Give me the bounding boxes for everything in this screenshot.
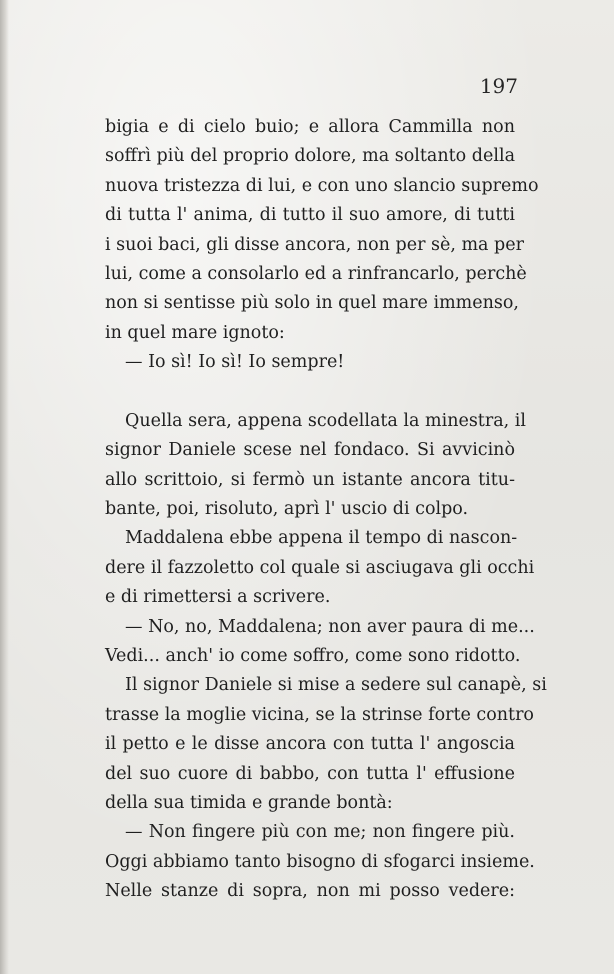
text-line: Quella sera, appena scodellata la minestra, il [125, 410, 526, 431]
text-line: allo scrittoio, si fermò un istante ancora titu- [105, 469, 515, 490]
paragraph [105, 407, 526, 525]
section-break [105, 378, 515, 407]
text-line: Maddalena ebbe appena il tempo di nascon- [125, 528, 518, 549]
text-line: della sua timida e grande bontà: [105, 792, 393, 813]
text-line: signor Daniele scese nel fondaco. Si avvicinò [105, 440, 515, 461]
page-number: 197 [479, 74, 518, 98]
text-line: Nelle stanze di sopra, non mi posso vedere: [105, 881, 515, 902]
text-line: di tutta l' anima, di tutto il suo amore, di tutti [105, 205, 515, 226]
text-line: non si sentisse più solo in quel mare immenso, [105, 293, 519, 314]
text-line: dere il fazzoletto col quale si asciugava gli occhi [105, 557, 535, 578]
text-line: i suoi baci, gli disse ancora, non per sè, ma per [105, 234, 524, 255]
text-line: Il signor Daniele si mise a sedere sul canapè, si [125, 675, 547, 696]
page-edge-shadow [0, 0, 9, 974]
text-line: bigia e di cielo buio; e allora Cammilla non [105, 117, 515, 137]
paragraph [105, 348, 515, 377]
paragraph [105, 671, 547, 818]
text-line: Oggi abbiamo tanto bisogno di sfogarci insieme. [105, 851, 535, 872]
text-line: in quel mare ignoto: [105, 322, 285, 343]
text-line: il petto e le disse ancora con tutta l' angoscia [105, 734, 515, 755]
text-line: nuova tristezza di lui, e con uno slancio supremo [105, 175, 539, 196]
text-line: Vedi... anch' io come soffro, come sono ridotto. [105, 646, 521, 667]
paragraph [105, 613, 535, 672]
text-line: lui, come a consolarlo ed a rinfrancarlo, perchè [105, 263, 527, 284]
text-line: trasse la moglie vicina, se la strinse forte contro [105, 704, 534, 725]
text-line: e di rimettersi a scrivere. [105, 587, 331, 608]
dialogue-line: — Io sì! Io sì! Io sempre! [125, 352, 345, 373]
text-line: soffrì più del proprio dolore, ma soltanto della [105, 146, 515, 167]
dialogue-line: — Non fingere più con me; non fingere più. [125, 822, 515, 843]
paragraph [105, 524, 535, 612]
paragraph [105, 818, 535, 906]
paragraph [105, 113, 539, 348]
text-line: bante, poi, risoluto, aprì l' uscio di colpo. [105, 499, 469, 520]
body-text [105, 113, 547, 907]
text-line: del suo cuore di babbo, con tutta l' effusione [105, 763, 515, 784]
dialogue-line: — No, no, Maddalena; non aver paura di me... [125, 616, 535, 637]
